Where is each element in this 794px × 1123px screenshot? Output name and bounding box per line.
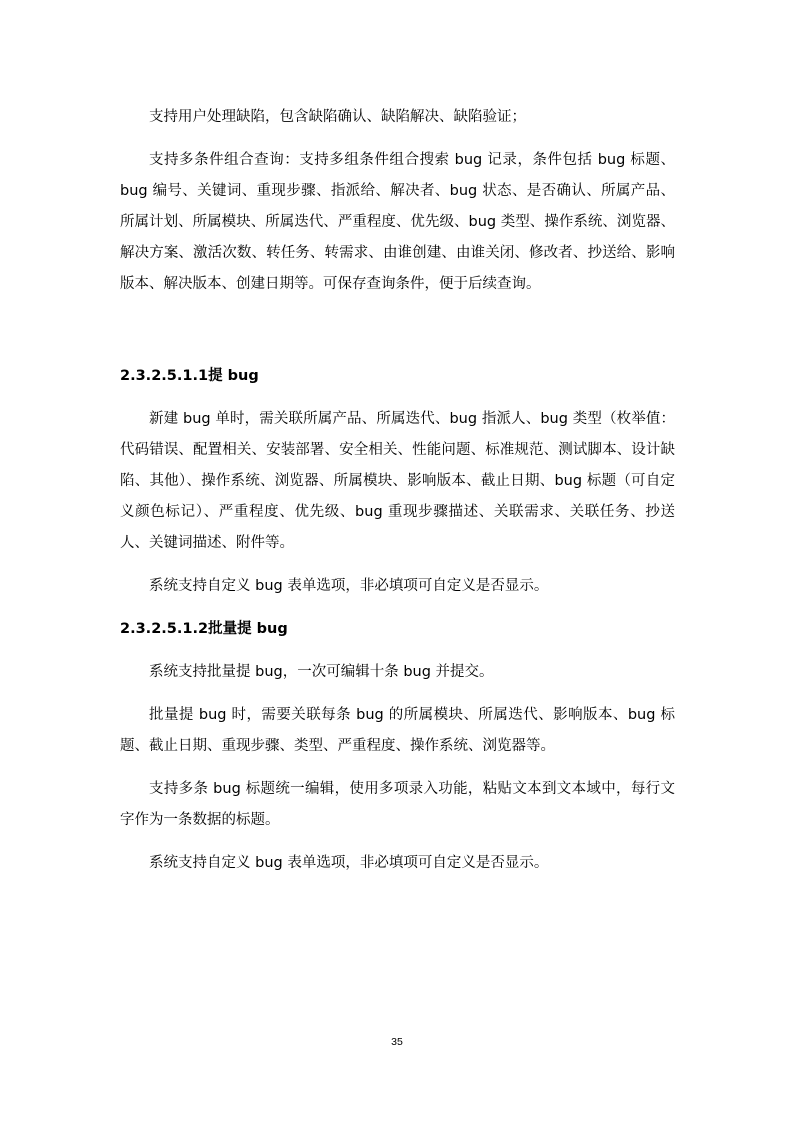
paragraph-new-bug: 新建 bug 单时，需关联所属产品、所属迭代、bug 指派人、bug 类型（枚举值：代码错误、配置相关、安装部署、安全相关、性能问题、标准规范、测试脚本、设计缺陷、其他）、操作系统、浏览器、所属模块、影响版本、截止日期、bug 标题（可自定义颜色标记）、严重程度、优先级、bug 重现步骤描述、关联需求、关联任务、抄送人、关键词描述、附件等。 (120, 411, 675, 551)
paragraph-custom-form-1: 系统支持自定义 bug 表单选项，非必填项可自定义是否显示。 (149, 578, 549, 594)
paragraph-batch-fields: 批量提 bug 时，需要关联每条 bug 的所属模块、所属迭代、影响版本、bug 标题、截止日期、重现步骤、类型、严重程度、操作系统、浏览器等。 (120, 707, 675, 754)
paragraph-combined-query: 支持多条件组合查询：支持多组条件组合搜索 bug 记录，条件包括 bug 标题、bug 编号、关键词、重现步骤、指派给、解决者、bug 状态、是否确认、所属产品、所属计划、所属模块、所属迭代、严重程度、优先级、bug 类型、操作系统、浏览器、解决方案、激活次数、转任务、转需求、由谁创建、由谁关闭、修改者、抄送给、影响版本、解决版本、创建日期等。可保存查询条件，便于后续查询。 (120, 152, 675, 292)
page-content (120, 102, 675, 879)
section-gap (120, 300, 675, 361)
page-number: 35 (391, 1036, 403, 1048)
section-heading-batch-submit-bug: 2.3.2.5.1.2批量提 bug (120, 621, 288, 637)
section-heading-submit-bug: 2.3.2.5.1.1提 bug (120, 368, 259, 384)
paragraph-batch-titles: 支持多条 bug 标题统一编辑，使用多项录入功能，粘贴文本到文本域中，每行文字作为一条数据的标题。 (120, 781, 675, 828)
paragraph-defect-handling: 支持用户处理缺陷，包含缺陷确认、缺陷解决、缺陷验证； (149, 109, 526, 125)
paragraph-custom-form-2: 系统支持自定义 bug 表单选项，非必填项可自定义是否显示。 (149, 855, 549, 871)
paragraph-gap (120, 133, 675, 145)
paragraph-batch-submit: 系统支持批量提 bug，一次可编辑十条 bug 并提交。 (149, 664, 494, 680)
